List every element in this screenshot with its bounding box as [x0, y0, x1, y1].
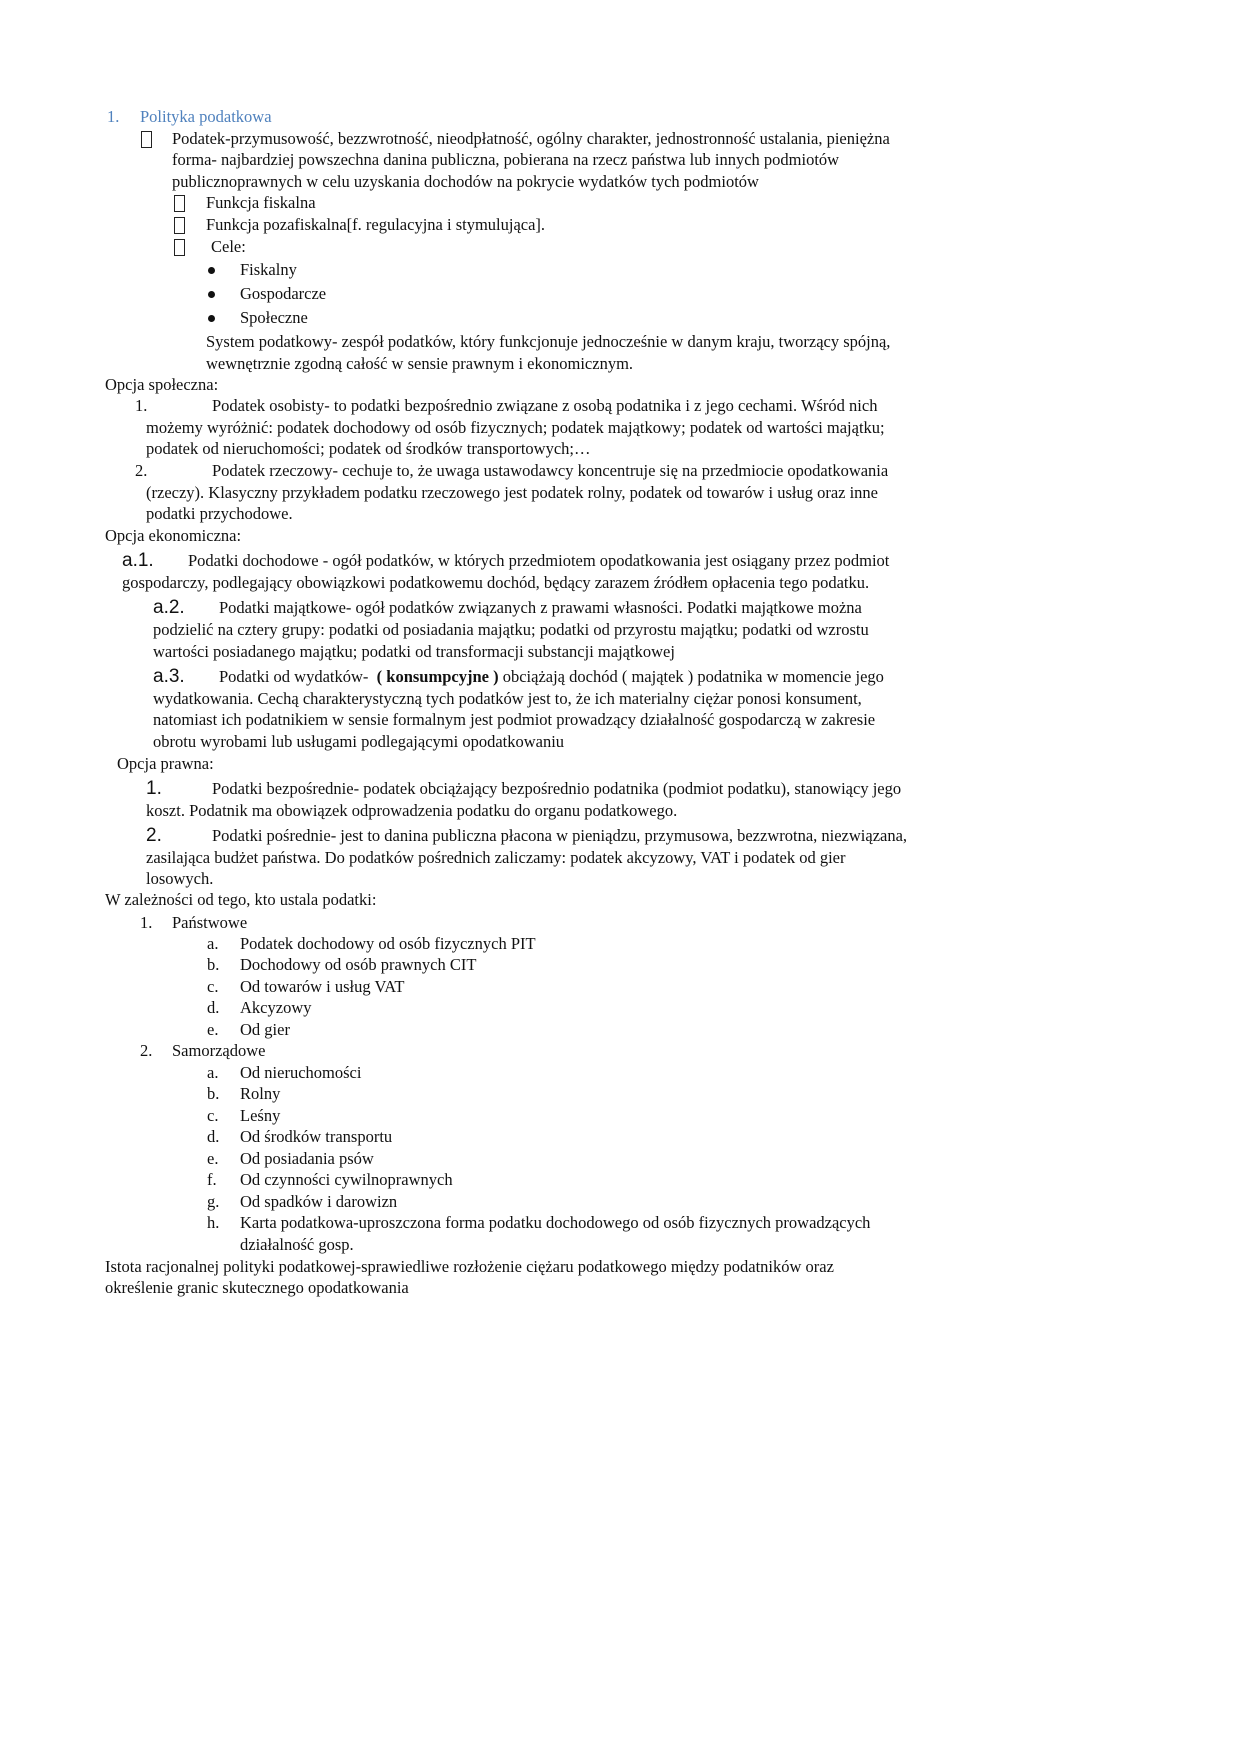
- section-title: Opcja społeczna:: [105, 375, 219, 394]
- item-text-line: Podatek rzeczowy- cechuje to, że uwaga ustawodawcy koncentruje się na przedmiocie opodatkowania: [212, 461, 889, 480]
- list-item: Dochodowy od osób prawnych CIT: [240, 955, 477, 974]
- item-text-line: natomiast ich podatnikiem w sensie formalnym jest podmiot prowadzący działalność gospodarczą w zakresie: [153, 710, 876, 729]
- list-letter: b.: [207, 1084, 220, 1103]
- list-item: Leśny: [240, 1106, 281, 1125]
- goal-item: Gospodarcze: [240, 284, 327, 303]
- item-text-line: [219, 667, 884, 687]
- group-number: 1.: [140, 913, 153, 932]
- bullet-dot-icon: [208, 267, 215, 274]
- list-item-continuation: działalność gosp.: [240, 1235, 354, 1254]
- item-text-line: Podatki pośrednie- jest to danina publiczna płacona w pieniądzu, przymusowa, bezzwrotna, niezwiązana,: [212, 826, 908, 845]
- item-text-line: podzielić na cztery grupy: podatki od posiadania majątku; podatki od przyrostu majątku; podatki od wzrostu: [153, 620, 869, 639]
- item-text-line: Podatek osobisty- to podatki bezpośrednio związane z osobą podatnika i z jego cechami. Wśród nich: [212, 396, 878, 415]
- list-item: Od środków transportu: [240, 1127, 393, 1146]
- conclusion-line: określenie granic skutecznego opodatkowania: [105, 1278, 409, 1297]
- item-text-line: Podatki majątkowe- ogół podatków związanych z prawami własności. Podatki majątkowe można: [219, 598, 862, 617]
- item-text-line: Podatki bezpośrednie- podatek obciążający bezpośrednio podatnika (podmiot podatku), stanowiący jego: [212, 779, 902, 798]
- list-item: Podatek dochodowy od osób fizycznych PIT: [240, 934, 536, 953]
- list-item: Od czynności cywilnoprawnych: [240, 1170, 453, 1189]
- item-number: a.1.: [122, 550, 154, 571]
- square-bullet-icon: [141, 131, 152, 148]
- item-text-line: gospodarczy, podlegający obowiązkowi podatkowemu dochód, będący zarazem źródłem opłacenia tego podatku.: [122, 573, 870, 592]
- list-letter: f.: [207, 1170, 217, 1189]
- group-label: Samorządowe: [172, 1041, 266, 1060]
- bullet-dot-icon: [208, 315, 215, 322]
- bullet-dot-icon: [208, 291, 215, 298]
- item-number: a.3.: [153, 666, 185, 687]
- text: obciążają dochód ( majątek ) podatnika w momencie jego: [498, 667, 884, 686]
- item-text-line: podatek od nieruchomości; podatek od środków transportowych;…: [146, 439, 591, 458]
- list-item: Od spadków i darowizn: [240, 1192, 398, 1211]
- definition-line: publicznoprawnych w celu uzyskania dochodów na pokrycie wydatków tych podmiotów: [172, 172, 759, 191]
- list-letter: d.: [207, 1127, 220, 1146]
- section-title: Opcja ekonomiczna:: [105, 526, 242, 545]
- list-letter: g.: [207, 1192, 220, 1211]
- system-definition-line: wewnętrznie zgodną całość w sensie prawnym i ekonomicznym.: [206, 354, 634, 373]
- item-text-line: zasilająca budżet państwa. Do podatków pośrednich zaliczamy: podatek akcyzowy, VAT i podatek od gier: [146, 848, 846, 867]
- item-number: a.2.: [153, 597, 185, 618]
- list-letter: e.: [207, 1020, 219, 1039]
- item-text-line: wartości posiadanego majątku; podatki od transformacji substancji majątkowej: [153, 642, 675, 661]
- function-item: Funkcja fiskalna: [206, 193, 316, 212]
- list-letter: e.: [207, 1149, 219, 1168]
- section-title: W zależności od tego, kto ustala podatki:: [105, 890, 377, 909]
- list-letter: c.: [207, 977, 219, 996]
- list-letter: a.: [207, 1063, 219, 1082]
- list-letter: a.: [207, 934, 219, 953]
- list-letter: d.: [207, 998, 220, 1017]
- item-text-line: losowych.: [146, 869, 214, 888]
- function-item: Cele:: [211, 237, 246, 256]
- goal-item: Fiskalny: [240, 260, 297, 279]
- bold-text: ( konsumpcyjne ): [376, 667, 499, 686]
- list-item: Akcyzowy: [240, 998, 312, 1017]
- definition-line: forma- najbardziej powszechna danina publiczna, pobierana na rzecz państwa lub innych podmiotów: [172, 150, 840, 169]
- item-number: 1.: [135, 396, 148, 415]
- item-number: 1.: [146, 778, 162, 799]
- item-text-line: wydatkowania. Cechą charakterystyczną tych podatków jest to, że ich materialny ciężar ponosi konsument,: [153, 689, 862, 708]
- item-text-line: koszt. Podatnik ma obowiązek odprowadzenia podatku do organu podatkowego.: [146, 801, 678, 820]
- list-item: Od posiadania psów: [240, 1149, 374, 1168]
- list-letter: h.: [207, 1213, 220, 1232]
- group-number: 2.: [140, 1041, 153, 1060]
- list-item: Karta podatkowa-uproszczona forma podatku dochodowego od osób fizycznych prowadzących: [240, 1213, 871, 1232]
- list-item: Rolny: [240, 1084, 281, 1103]
- item-number: 2.: [135, 461, 148, 480]
- group-label: Państwowe: [172, 913, 248, 932]
- item-text-line: (rzeczy). Klasyczny przykładem podatku rzeczowego jest podatek rolny, podatek od towarów i usług oraz inne: [146, 483, 878, 502]
- list-item: Od nieruchomości: [240, 1063, 362, 1082]
- item-text-line: podatki przychodowe.: [146, 504, 293, 523]
- text: Podatki od wydatków-: [219, 667, 377, 686]
- goal-item: Społeczne: [240, 308, 308, 327]
- section-title: Opcja prawna:: [117, 754, 214, 773]
- list-letter: c.: [207, 1106, 219, 1125]
- list-item: Od towarów i usług VAT: [240, 977, 405, 996]
- definition-line: Podatek-przymusowość, bezzwrotność, nieodpłatność, ogólny charakter, jednostronność ustalania, pieniężna: [172, 129, 890, 148]
- list-item: Od gier: [240, 1020, 290, 1039]
- list-letter: b.: [207, 955, 220, 974]
- item-text-line: możemy wyróżnić: podatek dochodowy od osób fizycznych; podatek majątkowy; podatek od wartości majątku;: [146, 418, 885, 437]
- item-text-line: obrotu wyrobami lub usługami podlegającymi opodatkowaniu: [153, 732, 565, 751]
- item-number: 2.: [146, 825, 162, 846]
- square-bullet-icon: [174, 239, 185, 256]
- item-text-line: Podatki dochodowe - ogół podatków, w których przedmiotem opodatkowania jest osiągany przez podmiot: [188, 551, 890, 570]
- conclusion-line: Istota racjonalnej polityki podatkowej-sprawiedliwe rozłożenie ciężaru podatkowego między podatników oraz: [105, 1257, 834, 1276]
- heading-number: 1.: [107, 107, 120, 126]
- page-heading: Polityka podatkowa: [140, 107, 272, 126]
- function-item: Funkcja pozafiskalna[f. regulacyjna i stymulująca].: [206, 215, 546, 234]
- square-bullet-icon: [174, 217, 185, 234]
- square-bullet-icon: [174, 195, 185, 212]
- system-definition-line: System podatkowy- zespół podatków, który funkcjonuje jednocześnie w danym kraju, tworzący spójną,: [206, 332, 891, 351]
